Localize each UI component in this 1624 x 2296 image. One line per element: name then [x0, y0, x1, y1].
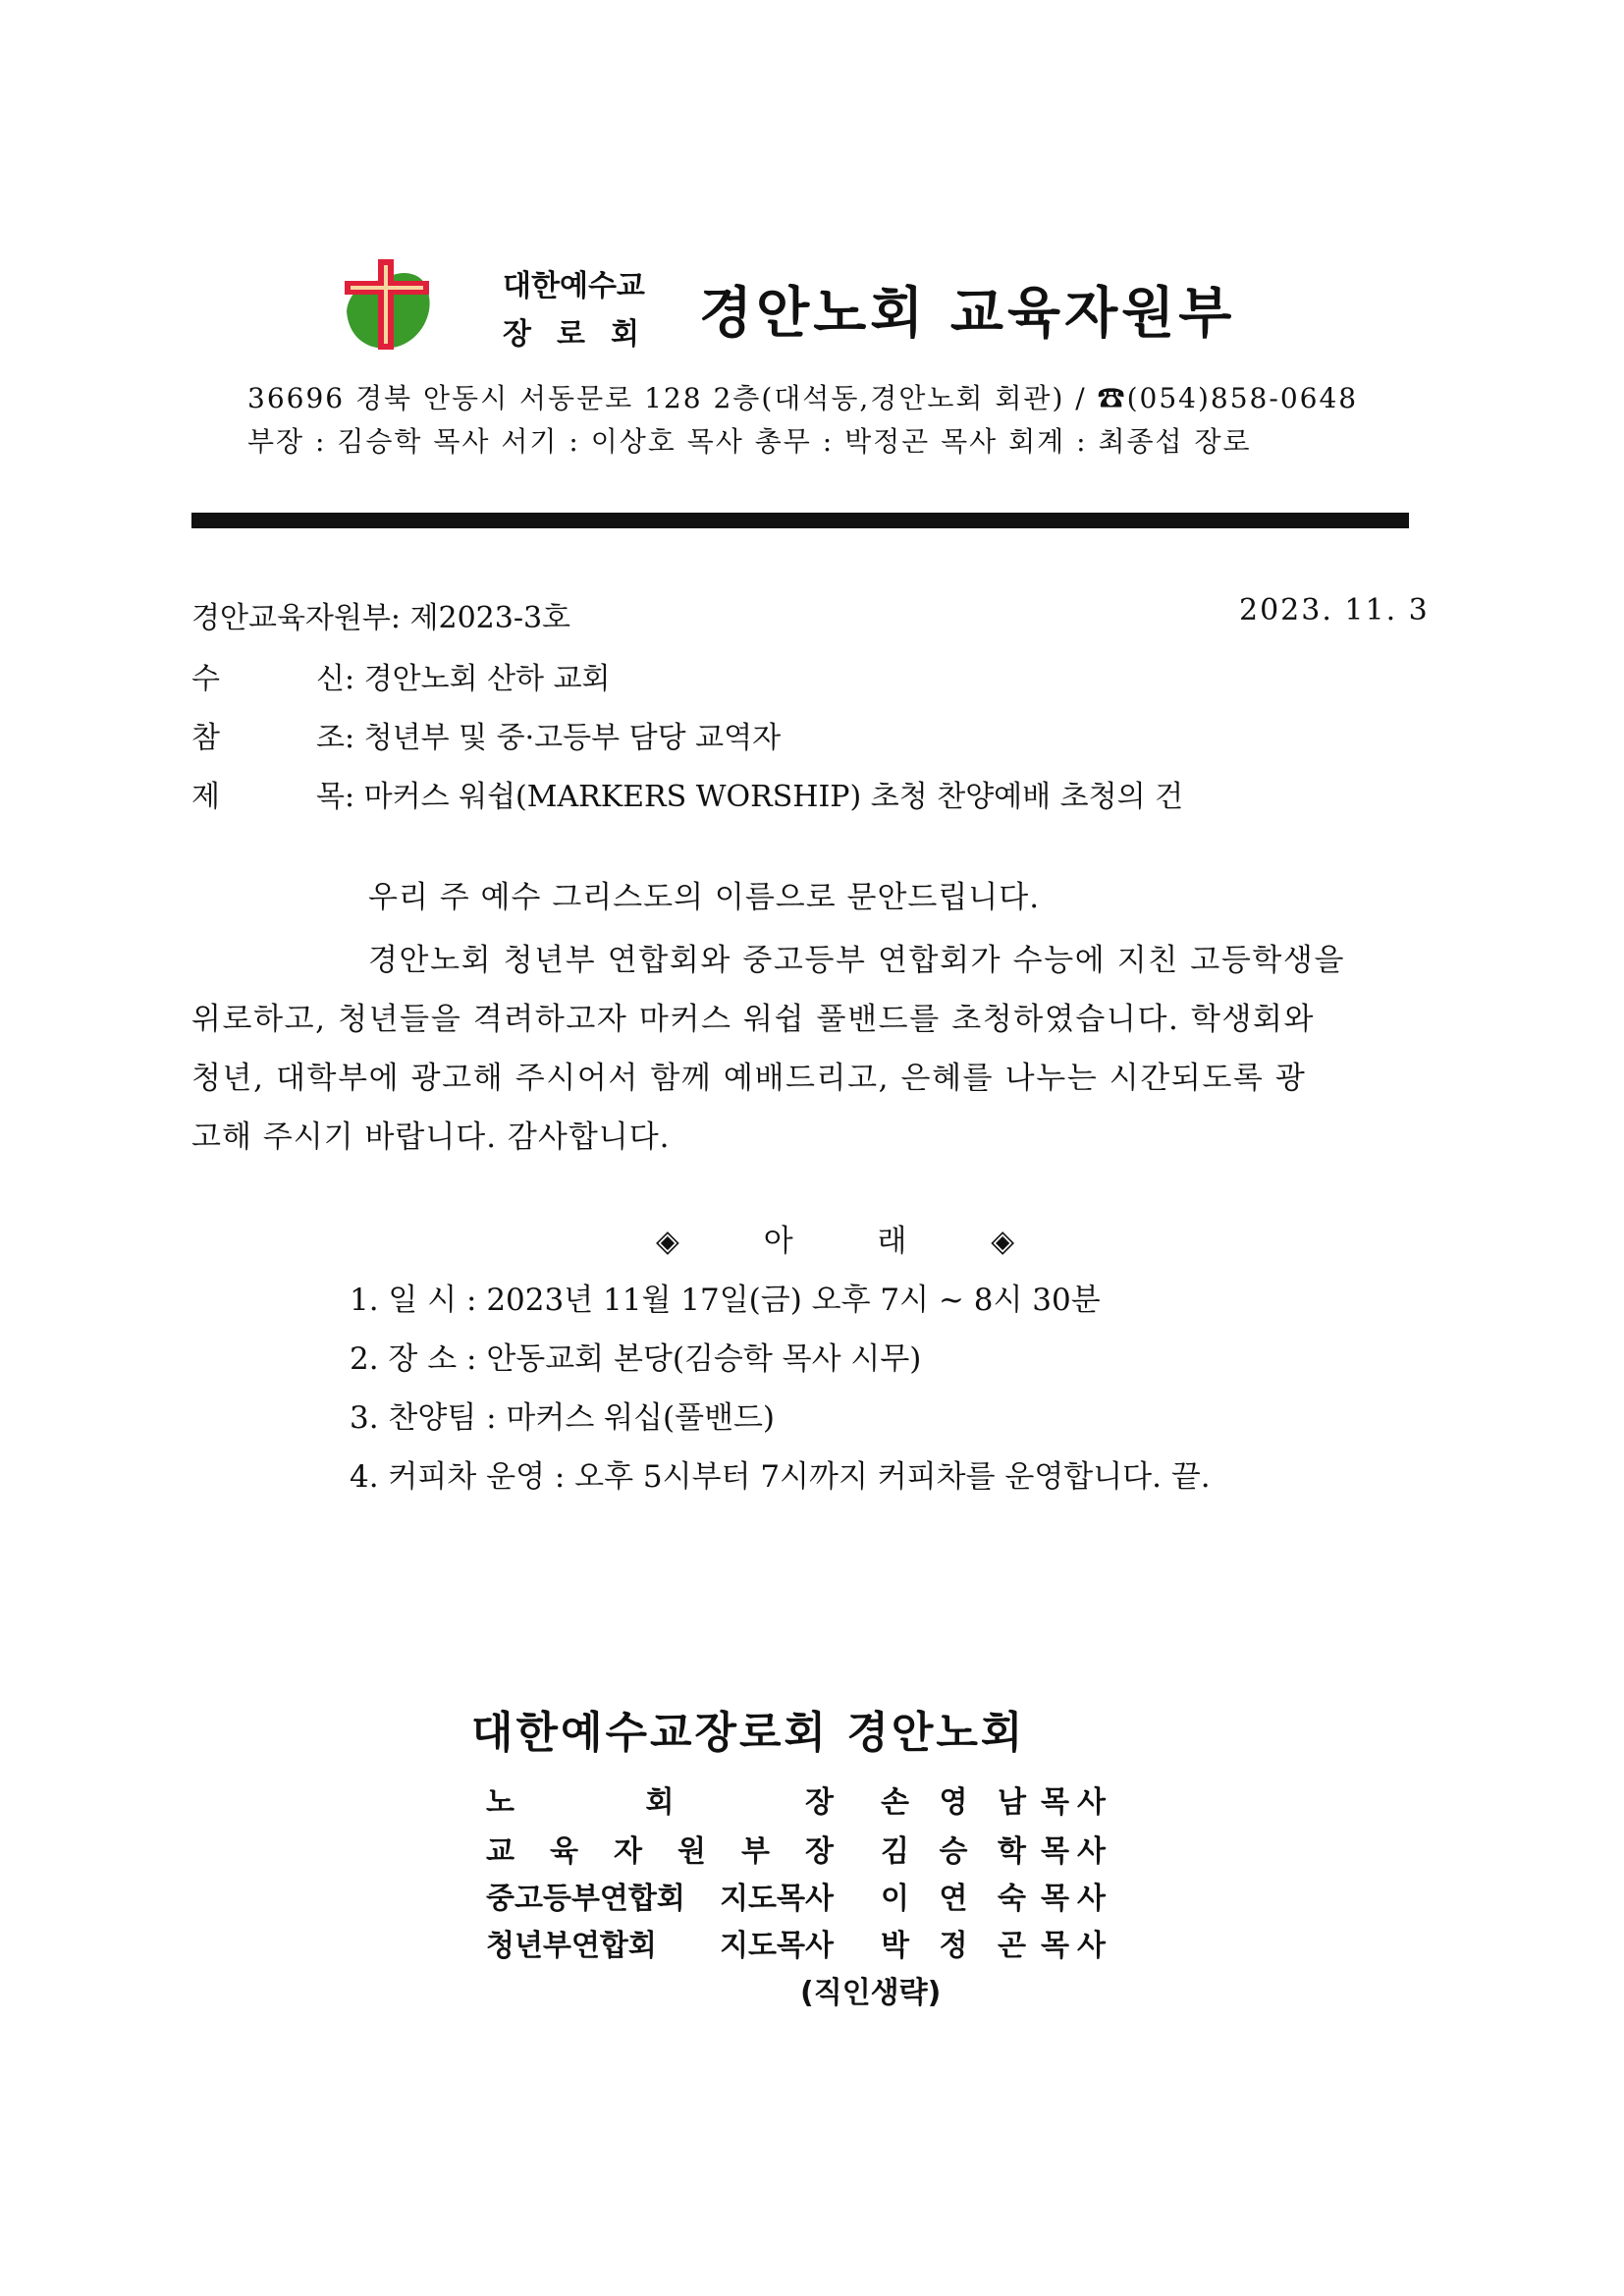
signature-role — [486, 1921, 834, 1964]
signature-role — [486, 1777, 834, 1821]
signature-char: 목 — [1041, 1834, 1069, 1869]
staff-line: 부장 : 김승학 목사 서기 : 이상호 목사 총무 : 박정곤 목사 회계 : 최종섭 장로 — [247, 425, 1252, 458]
org-name-line2: 장로회 — [503, 317, 665, 352]
body-line: 청년, 대학부에 광고해 주시어서 함께 예배드리고, 은혜를 나누는 시간되도록 광 — [191, 1061, 1307, 1096]
signature-char: 회 — [645, 1785, 675, 1820]
body-line: 경안노회 청년부 연합회와 중고등부 연합회가 수능에 지친 고등학생을 — [368, 943, 1346, 978]
signature-char: 박 — [881, 1929, 909, 1963]
signature-title — [1041, 1921, 1106, 1964]
signature-char: 교 — [486, 1834, 514, 1869]
signature-char: 사 — [1077, 1834, 1106, 1869]
reference-value: 조: 청년부 및 중·고등부 담당 교역자 — [316, 721, 782, 755]
org-name-line1: 대한예수교 — [503, 269, 645, 303]
signature-char: 자 — [614, 1834, 642, 1869]
signature-name — [881, 1874, 1026, 1917]
signature-org: 대한예수교장로회 경안노회 — [471, 1708, 1026, 1758]
signature-char: 원 — [677, 1834, 706, 1869]
church-cross-logo — [339, 257, 437, 355]
body-line: 위로하고, 청년들을 격려하고자 마커스 워쉽 풀밴드를 초청하였습니다. 학생회와 — [191, 1002, 1316, 1037]
signature-char: 부 — [741, 1834, 770, 1869]
signature-char: 학 — [998, 1834, 1026, 1869]
document-date: 2023. 11. 3 — [1239, 593, 1430, 628]
signature-name — [881, 1827, 1026, 1870]
signature-char: 사 — [1077, 1882, 1106, 1916]
subject-value: 목: 마커스 워쉽(MARKERS WORSHIP) 초청 찬양예배 초청의 건 — [316, 780, 1184, 814]
signature-char: 목 — [1041, 1882, 1069, 1916]
signature-title — [1041, 1777, 1106, 1821]
signature-row — [486, 1777, 1105, 1821]
signature-char: 손 — [881, 1785, 909, 1820]
signature-row — [486, 1921, 1105, 1964]
signature-char: 지도목사 — [720, 1882, 834, 1916]
department-title: 경안노회 교육자원부 — [699, 282, 1236, 346]
detail-item-coffee: 4. 커피차 운영 : 오후 5시부터 7시까지 커피차를 운영합니다. 끝. — [350, 1459, 1211, 1495]
signature-row — [486, 1874, 1105, 1917]
recipient-key: 수 — [191, 662, 220, 696]
signature-char: 노 — [486, 1785, 514, 1820]
signature-char: 장 — [805, 1834, 834, 1869]
signature-char: 김 — [881, 1834, 909, 1869]
signature-char: 영 — [939, 1785, 968, 1820]
reference-key: 참 — [191, 721, 220, 755]
signature-role — [486, 1874, 834, 1917]
signature-char: 목 — [1041, 1785, 1069, 1820]
signature-char: 숙 — [998, 1882, 1026, 1916]
body-line: 고해 주시기 바랍니다. 감사합니다. — [191, 1120, 671, 1155]
signature-char: 남 — [998, 1785, 1026, 1820]
greeting: 우리 주 예수 그리스도의 이름으로 문안드립니다. — [368, 880, 1041, 915]
signature-char: 사 — [1077, 1929, 1106, 1963]
recipient-value: 신: 경안노회 산하 교회 — [316, 662, 611, 696]
detail-item-team: 3. 찬양팀 : 마커스 워십(풀밴드) — [350, 1400, 776, 1436]
signature-char: 이 — [881, 1882, 909, 1916]
signature-char: 지도목사 — [720, 1929, 834, 1963]
address-line: 36696 경북 안동시 서동문로 128 2층(대석동,경안노회 회관) / ☎(054)858-0648 — [247, 382, 1359, 414]
signature-title — [1041, 1827, 1106, 1870]
signature-role — [486, 1827, 834, 1870]
signature-char: 장 — [805, 1785, 834, 1820]
signature-name — [881, 1777, 1026, 1821]
seal-omitted-note: (직인생략) — [800, 1976, 942, 2010]
signature-char: 목 — [1041, 1929, 1069, 1963]
signature-row — [486, 1827, 1105, 1870]
signature-char: 중고등부연합회 — [486, 1882, 685, 1916]
detail-item-datetime: 1. 일 시 : 2023년 11월 17일(금) 오후 7시 ~ 8시 30분 — [350, 1283, 1101, 1318]
signature-char: 사 — [1077, 1785, 1106, 1820]
signature-char: 연 — [939, 1882, 968, 1916]
signature-title — [1041, 1874, 1106, 1917]
details-heading: ◈ 아 래 ◈ — [656, 1224, 1053, 1259]
detail-item-venue: 2. 장 소 : 안동교회 본당(김승학 목사 시무) — [350, 1341, 922, 1377]
signature-name — [881, 1921, 1026, 1964]
signature-char: 육 — [550, 1834, 578, 1869]
document-number: 경안교육자원부: 제2023-3호 — [191, 601, 571, 635]
subject-key: 제 — [191, 780, 220, 814]
header-divider — [191, 513, 1409, 528]
signature-char: 승 — [939, 1834, 968, 1869]
signature-char: 정 — [939, 1929, 968, 1963]
signature-char: 청년부연합회 — [486, 1929, 657, 1963]
signature-char: 곤 — [998, 1929, 1026, 1963]
